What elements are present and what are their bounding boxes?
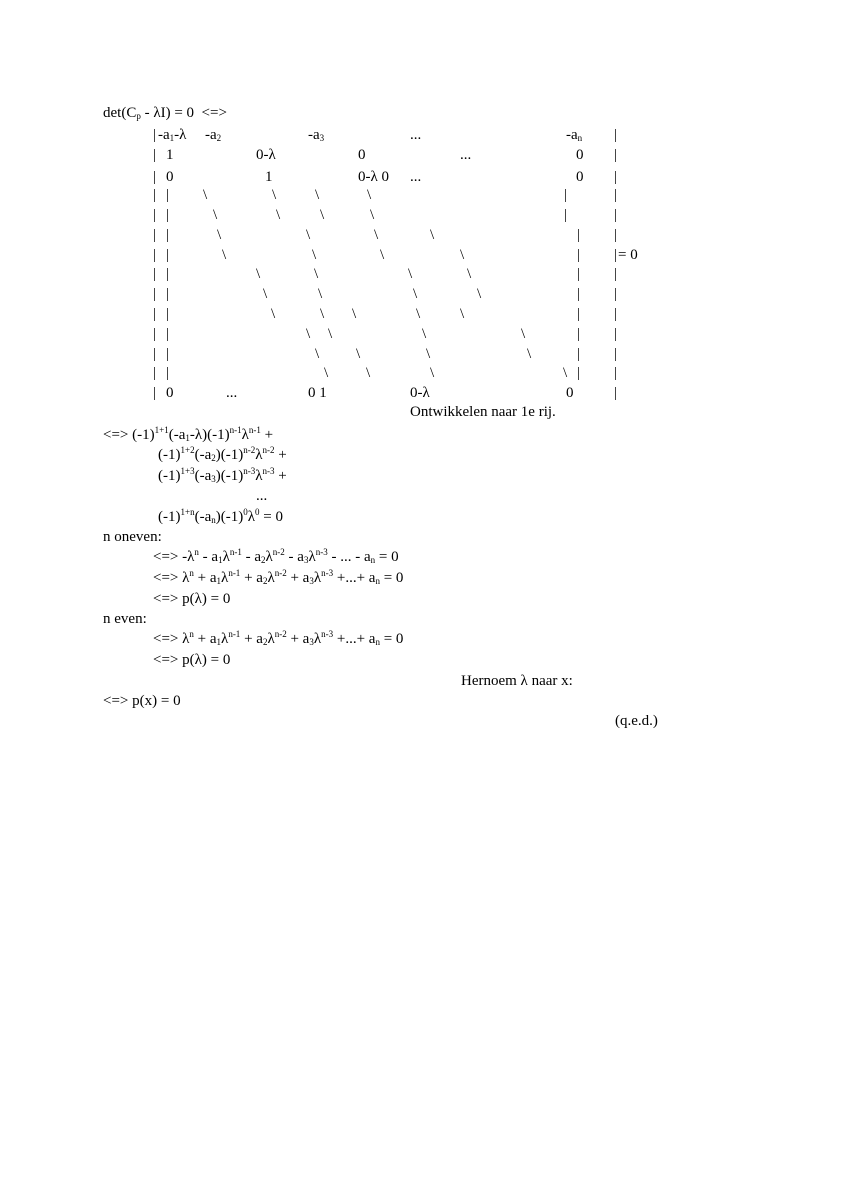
matrix-left-bar: | xyxy=(153,247,157,263)
matrix-inner-bar: | xyxy=(166,207,170,223)
diagonal-mark: \ xyxy=(320,306,325,322)
matrix-cell: $-a_1-\lambda$ xyxy=(158,127,187,143)
matrix-inner-bar: | xyxy=(166,346,170,362)
matrix-cell: $-a_3$ xyxy=(308,127,325,143)
diagonal-mark: \ xyxy=(367,187,372,203)
matrix-right-bar: | xyxy=(614,247,618,263)
matrix-inner-bar: | xyxy=(166,187,170,203)
matrix-inner-bar: | xyxy=(577,227,581,243)
diagonal-mark: \ xyxy=(256,266,261,282)
matrix-inner-bar: | xyxy=(166,326,170,342)
matrix-inner-bar: | xyxy=(577,247,581,263)
matrix-inner-bar: | xyxy=(564,187,568,203)
determinant-equals: = 0 xyxy=(618,247,638,263)
matrix-inner-bar: | xyxy=(166,266,170,282)
matrix-inner-bar: | xyxy=(577,306,581,322)
diagonal-mark: \ xyxy=(306,326,311,342)
diagonal-mark: \ xyxy=(426,346,431,362)
diagonal-mark: \ xyxy=(213,207,218,223)
even-case-label: n even: xyxy=(103,611,147,627)
diagonal-mark: \ xyxy=(320,207,325,223)
matrix-left-bar: | xyxy=(153,365,157,381)
diagonal-mark: \ xyxy=(366,365,371,381)
matrix-inner-bar: | xyxy=(577,326,581,342)
matrix-inner-bar: | xyxy=(577,266,581,282)
expansion-line-1: <=> $(-1)^{1+1}(-a_1-\lambda)(-1)^{n-1}\lambda^{n-1}$ + xyxy=(103,425,274,443)
qed-mark: (q.e.d.) xyxy=(615,713,658,729)
diagonal-mark: \ xyxy=(380,247,385,263)
matrix-left-bar: | xyxy=(153,306,157,322)
diagonal-mark: \ xyxy=(477,286,482,302)
matrix-cell: 0 xyxy=(566,385,574,401)
matrix-left-bar: | xyxy=(153,169,157,185)
matrix-inner-bar: | xyxy=(166,227,170,243)
matrix-left-bar: | xyxy=(153,286,157,302)
diagonal-mark: \ xyxy=(460,247,465,263)
diagonal-mark: \ xyxy=(416,306,421,322)
expansion-line-2: $(-1)^{1+2}(-a_2)(-1)^{n-2}\lambda^{n-2}$ + xyxy=(158,445,287,463)
statement-line: $\det(C_p - \lambda I) = 0$ <=> xyxy=(103,105,227,121)
matrix-cell: ... xyxy=(410,169,422,185)
matrix-right-bar: | xyxy=(614,385,618,401)
matrix-right-bar: | xyxy=(614,127,618,143)
matrix-cell: 0 xyxy=(166,169,174,185)
diagonal-mark: \ xyxy=(315,346,320,362)
matrix-left-bar: | xyxy=(153,385,157,401)
matrix-cell: $-a_2$ xyxy=(205,127,222,143)
diagonal-mark: \ xyxy=(315,187,320,203)
diagonal-mark: \ xyxy=(306,227,311,243)
matrix-inner-bar: | xyxy=(166,247,170,263)
rename-note: Hernoem λ naar x: xyxy=(461,673,573,689)
matrix-right-bar: | xyxy=(614,286,618,302)
matrix-cell: 0 xyxy=(166,385,174,401)
diagonal-mark: \ xyxy=(318,286,323,302)
matrix-cell: ... xyxy=(226,385,238,401)
diagonal-mark: \ xyxy=(314,266,319,282)
matrix-right-bar: | xyxy=(614,207,618,223)
diagonal-mark: \ xyxy=(521,326,526,342)
diagonal-mark: \ xyxy=(352,306,357,322)
diagonal-mark: \ xyxy=(276,207,281,223)
matrix-inner-bar: | xyxy=(577,365,581,381)
diagonal-mark: \ xyxy=(217,227,222,243)
diagonal-mark: \ xyxy=(422,326,427,342)
diagonal-mark: \ xyxy=(312,247,317,263)
matrix-right-bar: | xyxy=(614,346,618,362)
diagonal-mark: \ xyxy=(370,207,375,223)
matrix-right-bar: | xyxy=(614,187,618,203)
odd-case-label: n oneven: xyxy=(103,529,162,545)
diagonal-mark: \ xyxy=(356,346,361,362)
diagonal-mark: \ xyxy=(413,286,418,302)
matrix-right-bar: | xyxy=(614,147,618,163)
matrix-cell: ... xyxy=(410,127,422,143)
matrix-left-bar: | xyxy=(153,266,157,282)
diagonal-mark: \ xyxy=(374,227,379,243)
expansion-line-3: $(-1)^{1+3}(-a_3)(-1)^{n-3}\lambda^{n-3}$ + xyxy=(158,466,287,484)
matrix-cell: 0-λ 0 xyxy=(358,169,390,185)
matrix-right-bar: | xyxy=(614,169,618,185)
expansion-dots: ... xyxy=(256,488,268,504)
matrix-cell: 1 xyxy=(265,169,273,185)
matrix-left-bar: | xyxy=(153,227,157,243)
diagonal-mark: \ xyxy=(324,365,329,381)
odd-case-line-1: <=> $-\lambda^n - a_1\lambda^{n-1} - a_2\lambda^{n-2} - a_3\lambda^{n-3}$ - ... - $a_n = 0$ xyxy=(153,547,399,565)
diagonal-mark: \ xyxy=(272,187,277,203)
matrix-left-bar: | xyxy=(153,127,157,143)
diagonal-mark: \ xyxy=(527,346,532,362)
matrix-cell: 0 xyxy=(576,147,584,163)
matrix-left-bar: | xyxy=(153,187,157,203)
matrix-left-bar: | xyxy=(153,147,157,163)
diagonal-mark: \ xyxy=(222,247,227,263)
even-case-line-1: <=> $\lambda^n + a_1\lambda^{n-1} + a_2\lambda^{n-2} + a_3\lambda^{n-3}$ +...+ $a_n = 0$ xyxy=(153,629,404,647)
matrix-left-bar: | xyxy=(153,207,157,223)
expansion-note: Ontwikkelen naar 1e rij. xyxy=(410,404,556,420)
final-result: <=> p(x) = 0 xyxy=(103,693,181,709)
matrix-cell: 1 xyxy=(166,147,174,163)
diagonal-mark: \ xyxy=(203,187,208,203)
diagonal-mark: \ xyxy=(430,365,435,381)
matrix-inner-bar: | xyxy=(166,306,170,322)
matrix-inner-bar: | xyxy=(564,207,568,223)
matrix-inner-bar: | xyxy=(166,286,170,302)
odd-case-line-2: <=> $\lambda^n + a_1\lambda^{n-1} + a_2\lambda^{n-2} + a_3\lambda^{n-3}$ +...+ $a_n = 0$ xyxy=(153,568,404,586)
matrix-left-bar: | xyxy=(153,346,157,362)
matrix-cell: $-a_n$ xyxy=(566,127,583,143)
diagonal-mark: \ xyxy=(430,227,435,243)
diagonal-mark: \ xyxy=(271,306,276,322)
diagonal-mark: \ xyxy=(467,266,472,282)
matrix-right-bar: | xyxy=(614,326,618,342)
odd-case-line-3: <=> p(λ) = 0 xyxy=(153,591,231,607)
matrix-inner-bar: | xyxy=(166,365,170,381)
expansion-line-n: $(-1)^{1+n}(-a_n)(-1)^0\lambda^0 = 0$ xyxy=(158,507,283,525)
matrix-cell: 0 1 xyxy=(308,385,327,401)
diagonal-mark: \ xyxy=(460,306,465,322)
even-case-line-2: <=> p(λ) = 0 xyxy=(153,652,231,668)
diagonal-mark: \ xyxy=(408,266,413,282)
matrix-right-bar: | xyxy=(614,306,618,322)
matrix-cell: 0-λ xyxy=(256,147,276,163)
matrix-cell: 0-λ xyxy=(410,385,430,401)
matrix-inner-bar: | xyxy=(577,346,581,362)
matrix-right-bar: | xyxy=(614,227,618,243)
matrix-right-bar: | xyxy=(614,365,618,381)
matrix-left-bar: | xyxy=(153,326,157,342)
matrix-inner-bar: | xyxy=(577,286,581,302)
matrix-cell: 0 xyxy=(576,169,584,185)
diagonal-mark: \ xyxy=(563,365,568,381)
matrix-cell: ... xyxy=(460,147,472,163)
diagonal-mark: \ xyxy=(263,286,268,302)
matrix-cell: 0 xyxy=(358,147,366,163)
matrix-right-bar: | xyxy=(614,266,618,282)
diagonal-mark: \ xyxy=(328,326,333,342)
